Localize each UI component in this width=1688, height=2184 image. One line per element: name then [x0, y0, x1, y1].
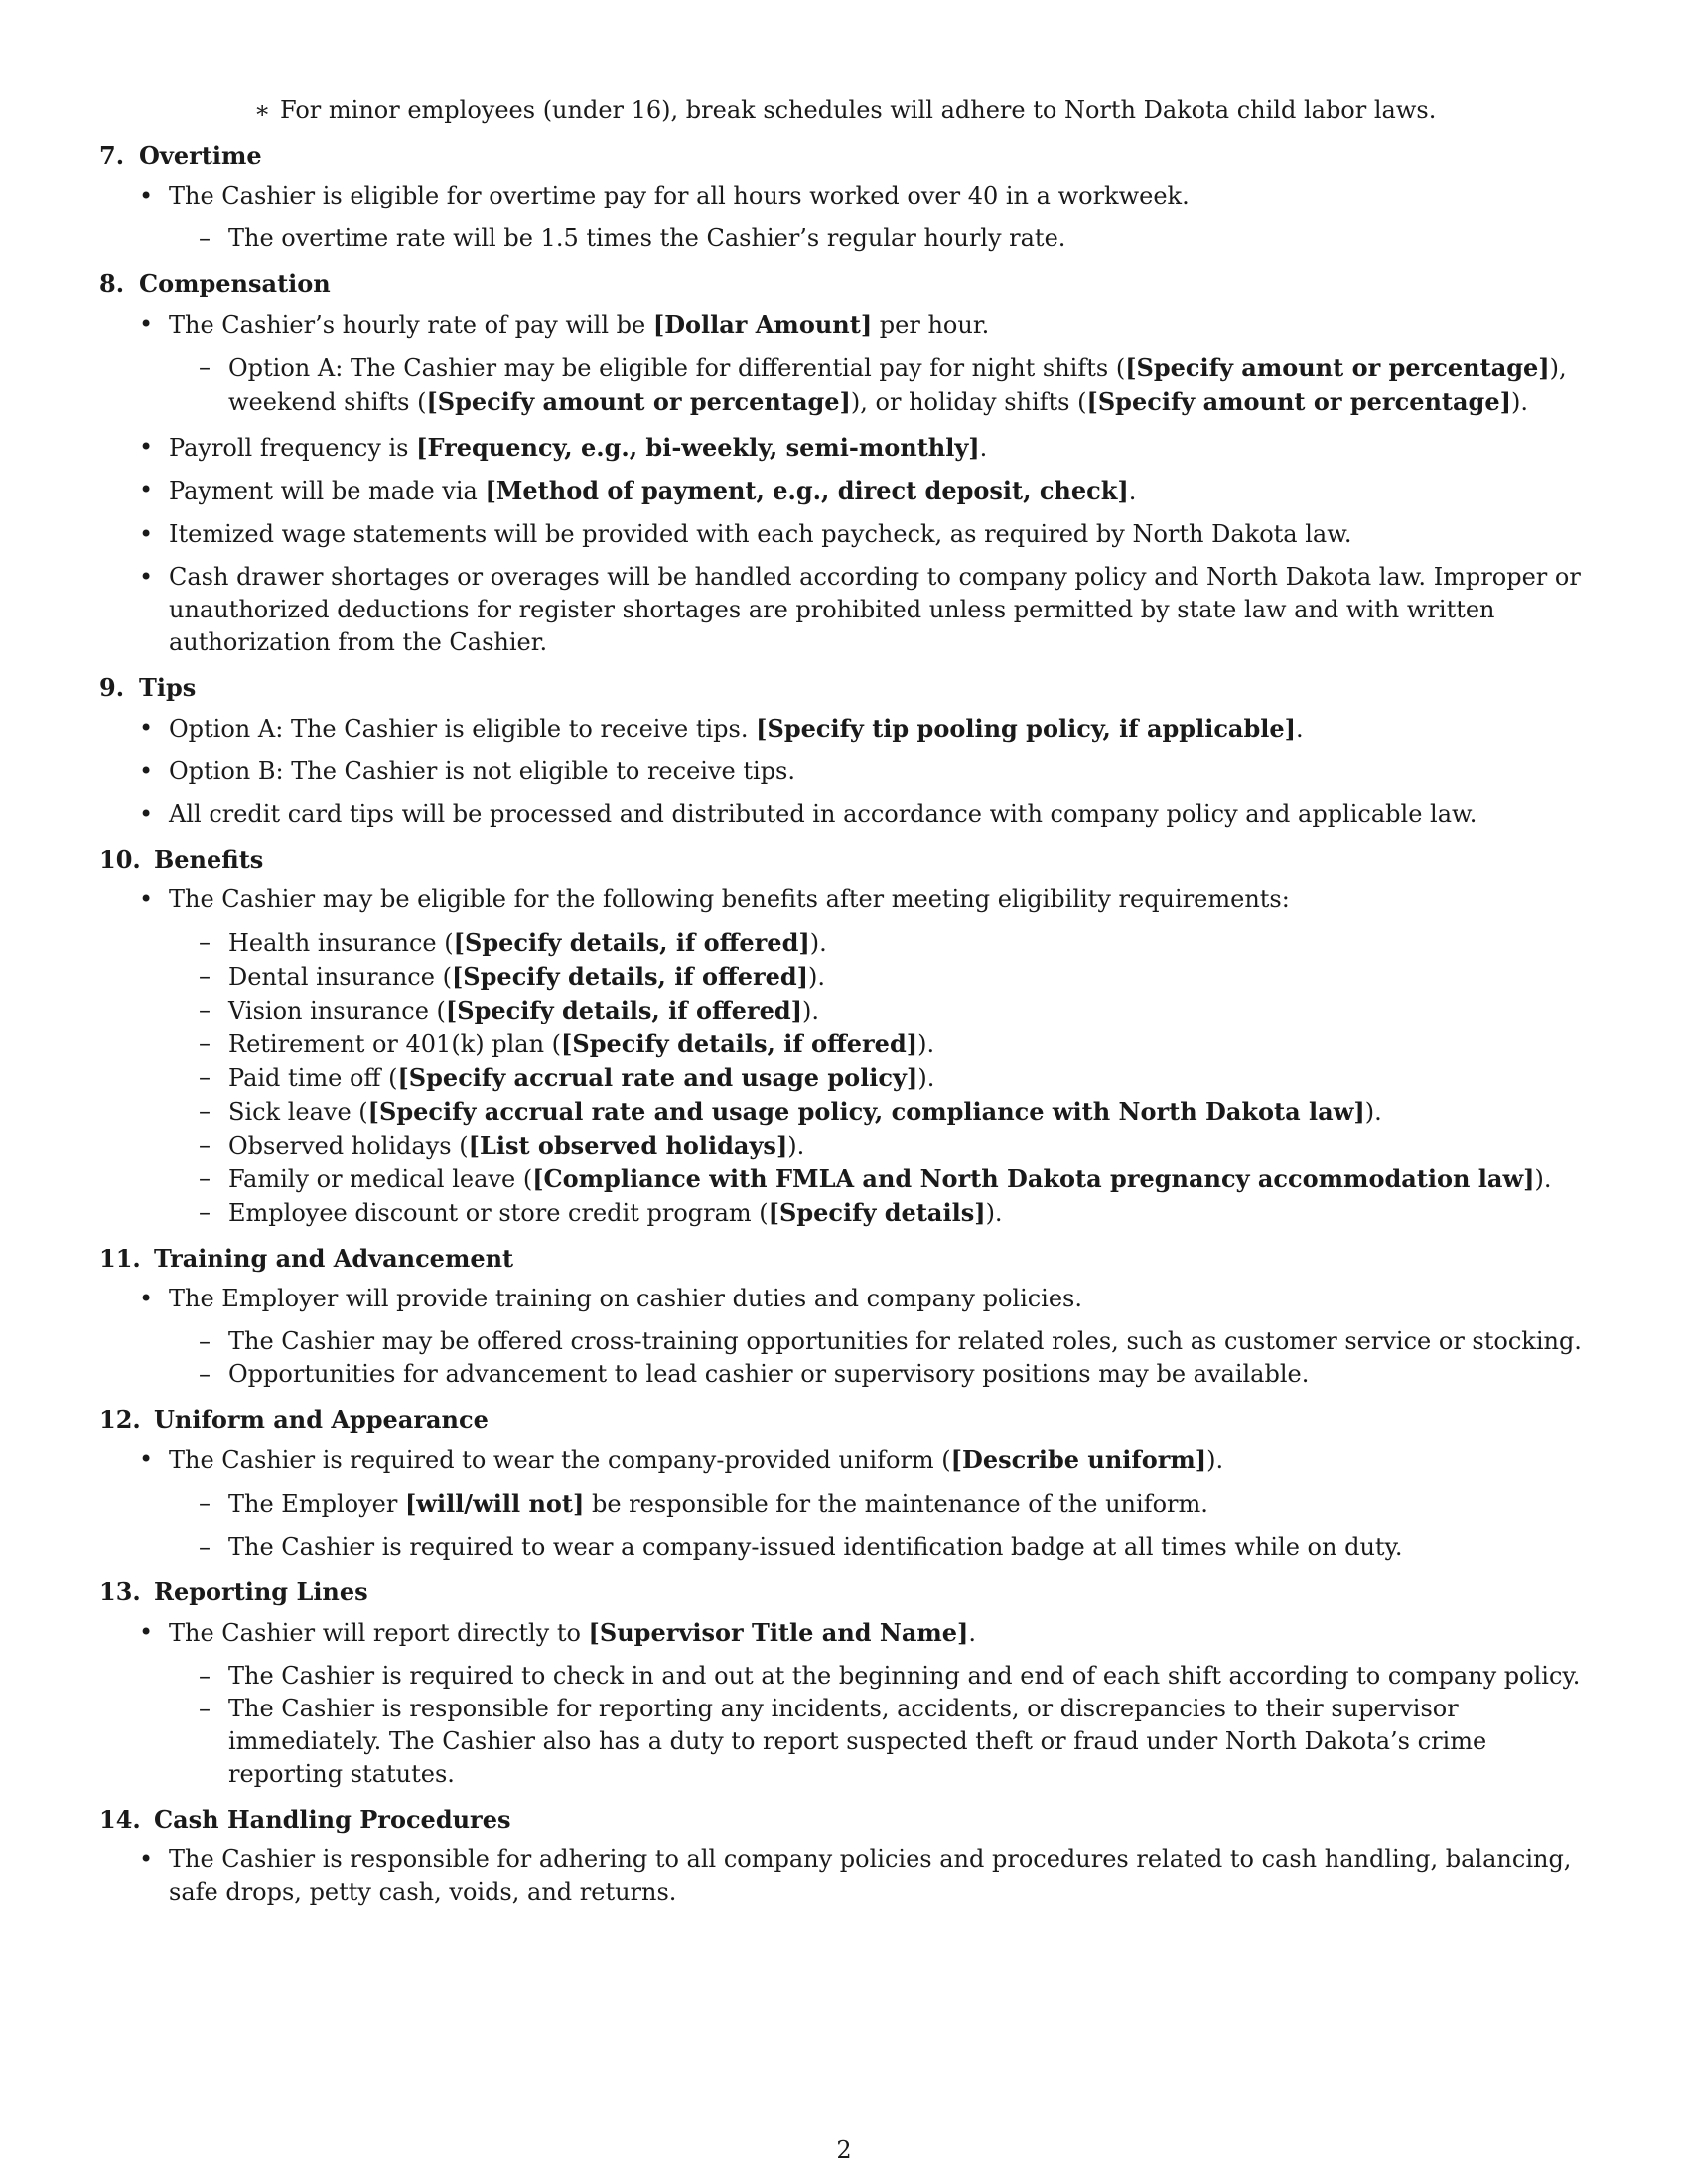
minor-break-note: ∗ For minor employees (under 16), break schedules will adhere to North Dakota child labor laws. — [99, 94, 1599, 127]
benefit-item: – Family or medical leave ([Compliance with FMLA and North Dakota pregnancy accommodation law]). — [99, 1162, 1599, 1196]
placeholder: [Specify amount or percentage] — [426, 387, 851, 416]
section-heading-reporting — [99, 1575, 1599, 1608]
sub-list-item: – Option A: The Cashier may be eligible for differential pay for night shifts ([Specify amount or percentage]), weekend shifts ([Specify amount or percentage]), or holiday shifts ([Specify amount or percentage]). — [99, 351, 1599, 419]
benefit-item: – Dental insurance ([Specify details, if offered]). — [99, 960, 1599, 994]
placeholder: [Compliance with FMLA and North Dakota pregnancy accommodation law] — [532, 1164, 1535, 1193]
section-title: Tips — [139, 673, 197, 702]
placeholder: [Specify tip pooling policy, if applicable] — [756, 714, 1297, 743]
placeholder: [Frequency, e.g., bi-weekly, semi-monthly] — [416, 433, 980, 462]
placeholder: [Specify details, if offered] — [561, 1029, 918, 1058]
section-number: 7. — [99, 141, 125, 170]
section-heading-tips — [99, 671, 1599, 704]
section-title: Compensation — [139, 269, 331, 298]
benefit-item: – Vision insurance ([Specify details, if offered]). — [99, 994, 1599, 1027]
placeholder: [Dollar Amount] — [652, 310, 873, 339]
sub-list — [99, 1660, 1599, 1791]
placeholder: [Describe uniform] — [950, 1445, 1207, 1474]
list-item: • Payroll frequency is [Frequency, e.g., bi-weekly, semi-monthly]. — [99, 431, 1599, 465]
section-heading-training — [99, 1242, 1599, 1275]
section-heading-uniform — [99, 1403, 1599, 1435]
list-item: • All credit card tips will be processed and distributed in accordance with company policy and applicable law. — [99, 798, 1599, 831]
benefit-item: – Paid time off ([Specify accrual rate and usage policy]). — [99, 1061, 1599, 1095]
placeholder: [Specify details] — [768, 1198, 986, 1227]
sub-list-item: – The Cashier is responsible for reporting any incidents, accidents, or discrepancies to their supervisor immediately. The Cashier also has a duty to report suspected theft or fraud under North Dakota’s crime reporting statutes. — [99, 1693, 1599, 1791]
sub-list — [99, 351, 1599, 419]
section-number: 13. — [99, 1577, 141, 1606]
section-title: Training and Advancement — [154, 1244, 514, 1273]
sub-list-item: – The overtime rate will be 1.5 times the Cashier’s regular hourly rate. — [99, 222, 1599, 255]
benefit-item: – Health insurance ([Specify details, if offered]). — [99, 926, 1599, 960]
section-heading-overtime — [99, 139, 1599, 172]
page-number: 2 — [836, 2136, 852, 2164]
list-item: • The Cashier will report directly to [Supervisor Title and Name]. — [99, 1616, 1599, 1650]
section-title: Uniform and Appearance — [154, 1405, 489, 1433]
placeholder: [List observed holidays] — [468, 1131, 788, 1160]
sub-list-item: – The Cashier is required to wear a company-issued identification badge at all times while on duty. — [99, 1531, 1599, 1564]
section-number: 8. — [99, 269, 125, 298]
placeholder: [Specify accrual rate and usage policy, compliance with North Dakota law] — [367, 1097, 1365, 1126]
sub-list-item: – Opportunities for advancement to lead cashier or supervisory positions may be available. — [99, 1358, 1599, 1391]
section-title: Reporting Lines — [154, 1577, 368, 1606]
sub-list — [99, 222, 1599, 255]
section-number: 10. — [99, 845, 141, 874]
list-item: • Cash drawer shortages or overages will be handled according to company policy and North Dakota law. Improper or unauthorized deductions for register shortages are prohibited unless permitted by state law and with written authorization from the Cashier. — [99, 561, 1599, 659]
sub-list — [99, 1325, 1599, 1391]
document-page — [99, 94, 1599, 1919]
section-heading-cash-handling — [99, 1803, 1599, 1836]
list-item: • Payment will be made via [Method of payment, e.g., direct deposit, check]. — [99, 475, 1599, 508]
placeholder: [Specify accrual rate and usage policy] — [397, 1063, 918, 1092]
section-title: Cash Handling Procedures — [154, 1805, 511, 1834]
section-number: 14. — [99, 1805, 141, 1834]
section-heading-benefits — [99, 843, 1599, 876]
benefit-item: – Sick leave ([Specify accrual rate and usage policy, compliance with North Dakota law]). — [99, 1095, 1599, 1129]
placeholder: [Specify details, if offered] — [445, 996, 802, 1024]
benefit-item: – Employee discount or store credit program ([Specify details]). — [99, 1196, 1599, 1230]
placeholder: [will/will not] — [404, 1489, 585, 1518]
placeholder: [Specify amount or percentage] — [1125, 353, 1550, 382]
placeholder: [Supervisor Title and Name] — [588, 1618, 969, 1647]
placeholder: [Specify details, if offered] — [451, 962, 809, 991]
list-item: • Option B: The Cashier is not eligible to receive tips. — [99, 755, 1599, 788]
benefits-sub-list — [99, 926, 1599, 1230]
list-item: • The Cashier is responsible for adhering to all company policies and procedures related to cash handling, balancing, safe drops, petty cash, voids, and returns. — [99, 1843, 1599, 1909]
list-item: • Option A: The Cashier is eligible to receive tips. [Specify tip pooling policy, if applicable]. — [99, 712, 1599, 746]
sub-list-item: – The Employer [will/will not] be responsible for the maintenance of the uniform. — [99, 1487, 1599, 1521]
list-item: • The Employer will provide training on cashier duties and company policies. — [99, 1283, 1599, 1315]
placeholder: [Method of payment, e.g., direct deposit, check] — [485, 477, 1129, 505]
section-title: Overtime — [139, 141, 262, 170]
section-number: 9. — [99, 673, 125, 702]
sub-list-item: – The Cashier may be offered cross-training opportunities for related roles, such as customer service or stocking. — [99, 1325, 1599, 1358]
placeholder: [Specify details, if offered] — [453, 928, 810, 957]
section-number: 12. — [99, 1405, 141, 1433]
section-number: 11. — [99, 1244, 141, 1273]
benefit-item: – Observed holidays ([List observed holidays]). — [99, 1129, 1599, 1162]
benefit-item: – Retirement or 401(k) plan ([Specify details, if offered]). — [99, 1027, 1599, 1061]
list-item: • The Cashier may be eligible for the following benefits after meeting eligibility requirements: — [99, 884, 1599, 916]
list-item: • The Cashier is eligible for overtime pay for all hours worked over 40 in a workweek. — [99, 180, 1599, 212]
placeholder: [Specify amount or percentage] — [1086, 387, 1511, 416]
section-heading-compensation — [99, 267, 1599, 300]
section-title: Benefits — [154, 845, 264, 874]
list-item: • The Cashier is required to wear the company-provided uniform ([Describe uniform]). — [99, 1443, 1599, 1477]
sub-list — [99, 1487, 1599, 1564]
sub-list-item: – The Cashier is required to check in and out at the beginning and end of each shift according to company policy. — [99, 1660, 1599, 1693]
list-item: • Itemized wage statements will be provided with each paycheck, as required by North Dakota law. — [99, 518, 1599, 551]
list-item: • The Cashier’s hourly rate of pay will be [Dollar Amount] per hour. — [99, 308, 1599, 341]
